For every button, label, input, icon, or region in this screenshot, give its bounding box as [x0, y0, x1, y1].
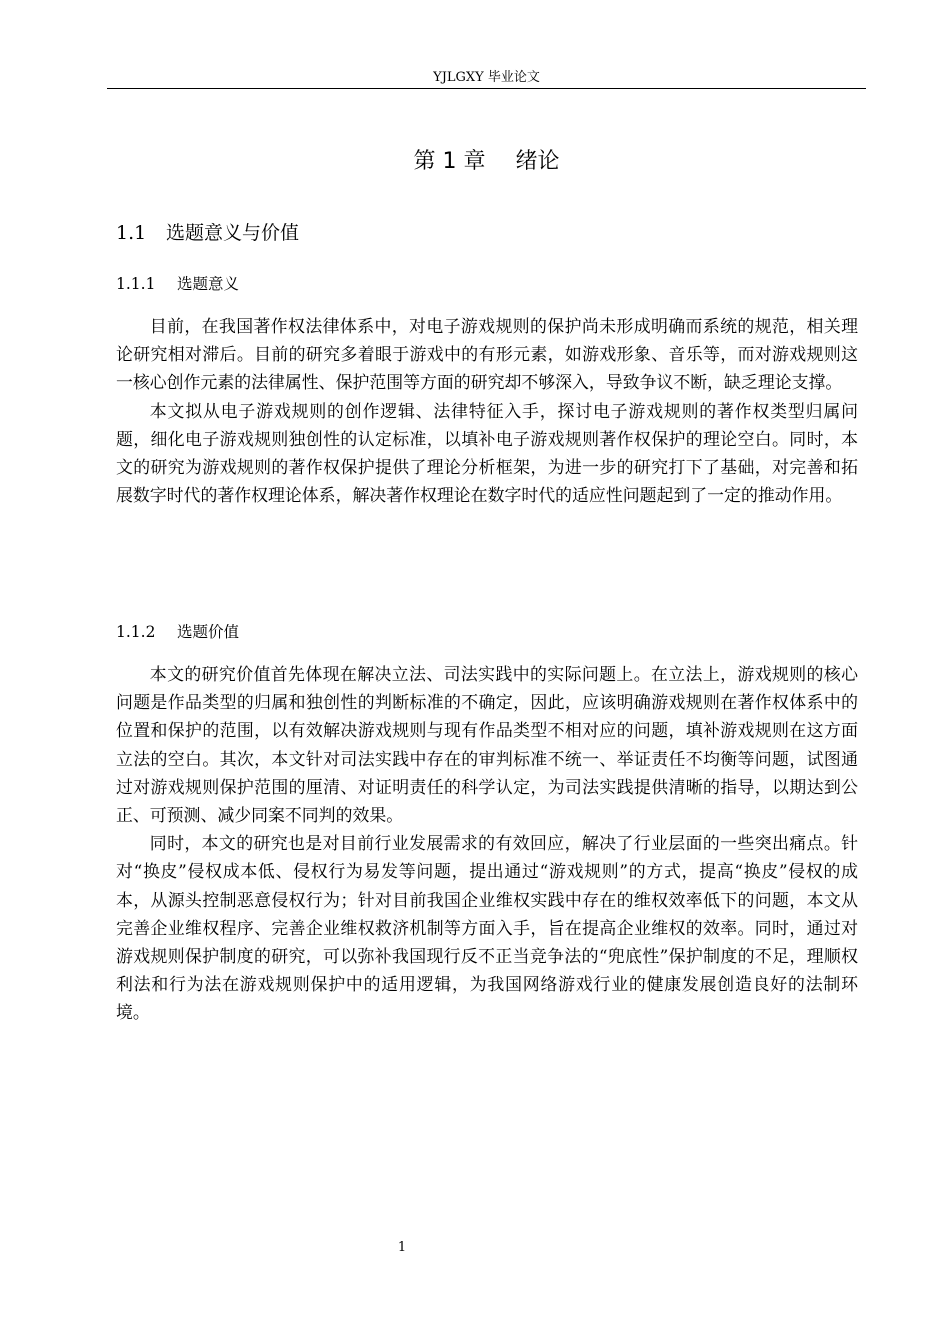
subsection-heading-1-1-2 — [116, 620, 239, 644]
paragraph: 本文的研究价值首先体现在解决立法、司法实践中的实际问题上。在立法上，游戏规则的核心问题是作品类型的归属和独创性的判断标准的不确定，因此，应该明确游戏规则在著作权体系中的位置和保护的范围，以有效解决游戏规则与现有作品类型不相对应的问题，填补游戏规则在这方面立法的空白。其次，本文针对司法实践中存在的审判标准不统一、举证责任不均衡等问题，试图通过对游戏规则保护范围的厘清、对证明责任的科学认定，为司法实践提供清晰的指导，以期达到公正、可预测、减少同案不同判的效果。 — [116, 664, 858, 826]
section-1-1-2-body — [116, 660, 858, 1027]
paragraph: 同时，本文的研究也是对目前行业发展需求的有效回应，解决了行业层面的一些突出痛点。针对“换皮”侵权成本低、侵权行为易发等问题，提出通过“游戏规则”的方式，提高“换皮”侵权的成本，从源头控制恶意侵权行为；针对目前我国企业维权实践中存在的维权效率低下的问题，本文从完善企业维权程序、完善企业维权救济机制等方面入手，旨在提高企业维权的效率。同时，通过对游戏规则保护制度的研究，可以弥补我国现行反不正当竞争法的“兜底性”保护制度的不足，理顺权利法和行为法在游戏规则保护中的适用逻辑，为我国网络游戏行业的健康发展创造良好的法制环境。 — [116, 833, 858, 1023]
chapter-number: 第 1 章 — [413, 149, 486, 174]
section-heading-1-1 — [116, 219, 299, 247]
subsection-heading-1-1-1 — [116, 272, 239, 296]
subsection-title: 选题价值 — [177, 623, 240, 641]
header-rule — [107, 88, 866, 89]
section-title: 选题意义与价值 — [166, 222, 300, 244]
subsection-title: 选题意义 — [177, 275, 240, 293]
paragraph: 本文拟从电子游戏规则的创作逻辑、法律特征入手，探讨电子游戏规则的著作权类型归属问题，细化电子游戏规则独创性的认定标准，以填补电子游戏规则著作权保护的理论空白。同时，本文的研究为游戏规则的著作权保护提供了理论分析框架，为进一步的研究打下了基础，对完善和拓展数字时代的著作权理论体系，解决著作权理论在数字时代的适应性问题起到了一定的推动作用。 — [116, 400, 858, 506]
page-number: 1 — [397, 1240, 407, 1255]
chapter-title — [107, 146, 866, 178]
section-number: 1.1 — [116, 222, 147, 244]
subsection-number: 1.1.2 — [116, 623, 156, 641]
paragraph: 目前，在我国著作权法律体系中，对电子游戏规则的保护尚未形成明确而系统的规范，相关理论研究相对滞后。目前的研究多着眼于游戏中的有形元素，如游戏形象、音乐等，而对游戏规则这一核心创作元素的法律属性、保护范围等方面的研究却不够深入，导致争议不断，缺乏理论支撑。 — [116, 316, 858, 393]
subsection-number: 1.1.1 — [116, 275, 156, 293]
page-header: YJLGXY 毕业论文 — [433, 70, 540, 85]
chapter-name: 绪论 — [515, 149, 560, 174]
section-1-1-1-body — [116, 312, 858, 509]
